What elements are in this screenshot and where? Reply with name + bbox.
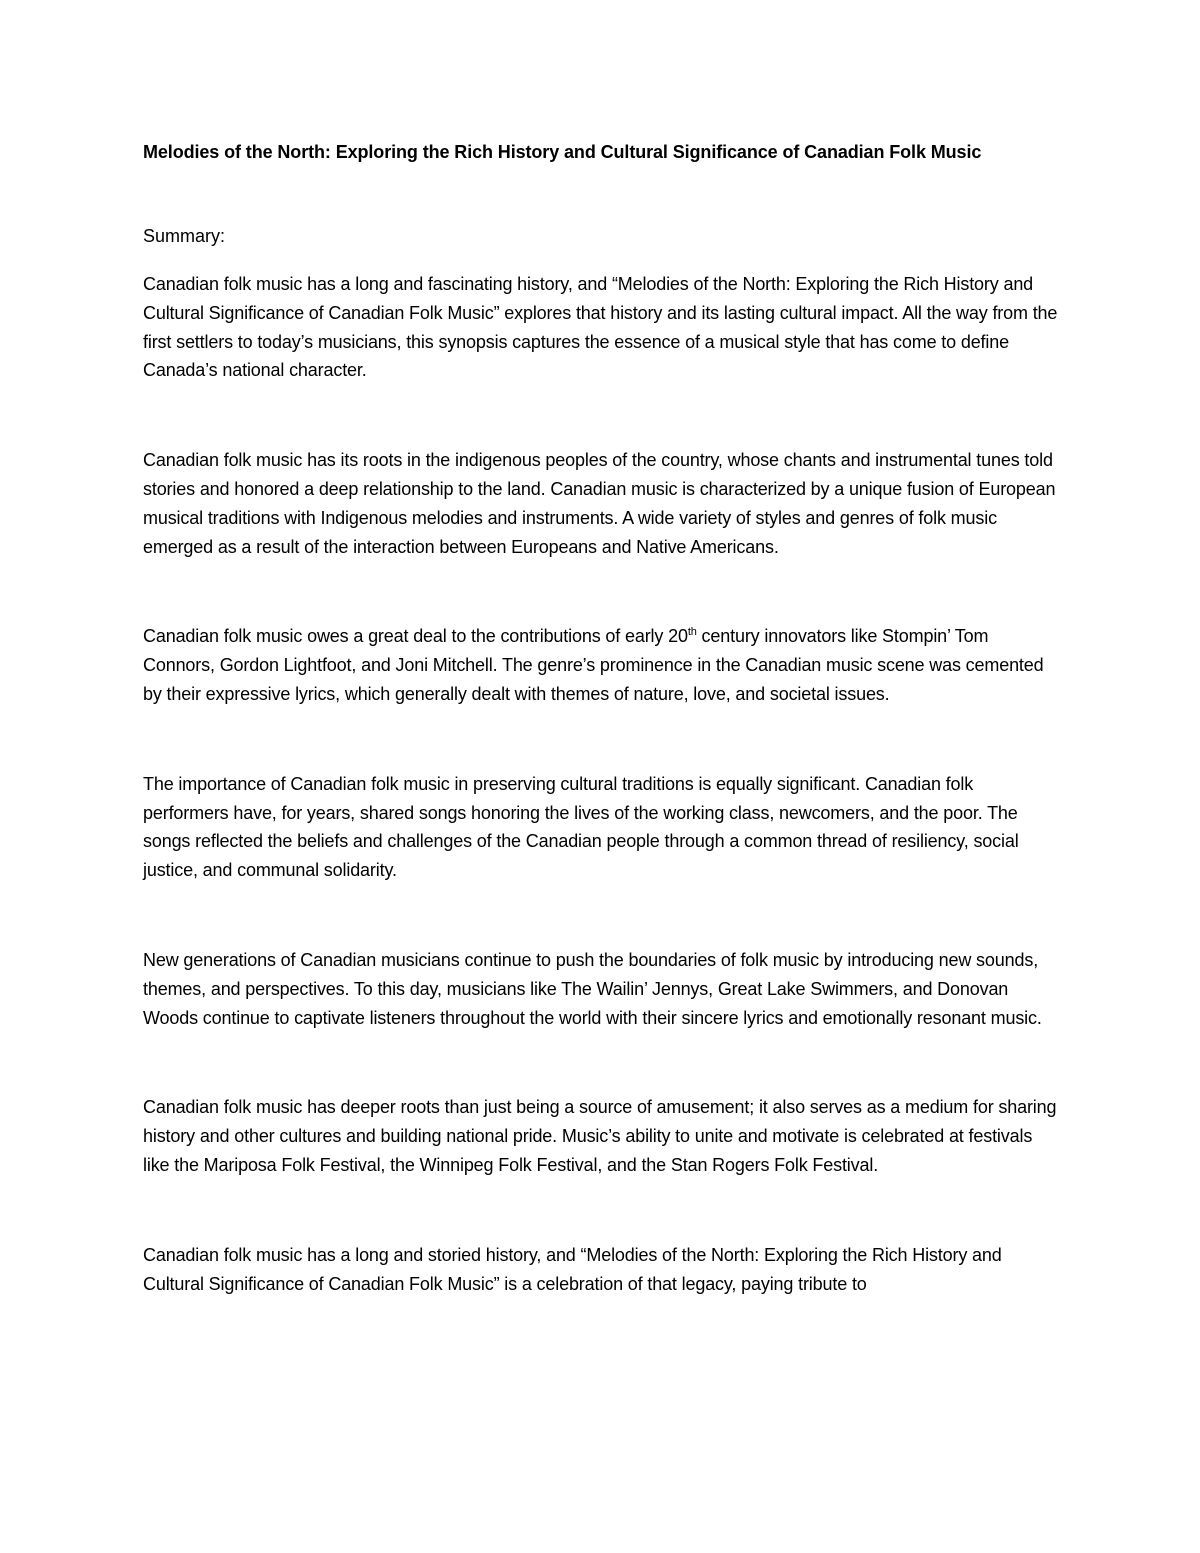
innovators-text-end: century innovators like Stompin’ Tom Connors, Gordon Lightfoot, and Joni Mitchell. The genre’s prominence in the Canadian music scene was cemented by their expressive lyrics, which generally dealt with themes of nature, love, and societal issues.: [143, 626, 1044, 704]
paragraph-roots: Canadian folk music has its roots in the indigenous peoples of the country, whose chants and instrumental tunes told stories and honored a deep relationship to the land. Canadian music is characterized by a unique fusion of European musical traditions with Indigenous melodies and instruments. A wide variety of styles and genres of folk music emerged as a result of the interaction between Europeans and Native Americans.: [143, 450, 1056, 557]
paragraph-intro: Canadian folk music has a long and fascinating history, and “Melodies of the North: Exploring the Rich History and Cultural Significance of Canadian Folk Music” explores that history and its lasting cultural impact. All the way from the first settlers to today’s musicians, this synopsis captures the essence of a musical style that has come to define Canada’s national character.: [143, 274, 1058, 381]
paragraph-festivals: Canadian folk music has deeper roots than just being a source of amusement; it also serves as a medium for sharing history and other cultures and building national pride. Music’s ability to unite and motivate is celebrated at festivals like the Mariposa Folk Festival, the Winnipeg Folk Festival, and the Stan Rogers Folk Festival.: [143, 1097, 1057, 1175]
summary-label: Summary:: [143, 226, 226, 246]
innovators-text-start: Canadian folk music owes a great deal to the contributions of early 20: [143, 626, 688, 647]
paragraph-traditions: The importance of Canadian folk music in preserving cultural traditions is equally significant. Canadian folk performers have, for years, shared songs honoring the lives of the working class, newcomers, and the poor. The songs reflected the beliefs and challenges of the Canadian people through a common thread of resiliency, social justice, and communal solidarity.: [143, 773, 1019, 881]
document-body: [143, 138, 1063, 1298]
paragraph-innovators: [143, 622, 1063, 708]
paragraph-conclusion: Canadian folk music has a long and storied history, and “Melodies of the North: Exploring the Rich History and Cultural Significance of Canadian Folk Music” is a celebration of that legacy, paying tribute to: [143, 1244, 1002, 1294]
paragraph-new-generations: New generations of Canadian musicians continue to push the boundaries of folk music by introducing new sounds, themes, and perspectives. To this day, musicians like The Wailin’ Jennys, Great Lake Swimmers, and Donovan Woods continue to captivate listeners throughout the world with their sincere lyrics and emotionally resonant music.: [143, 949, 1042, 1028]
document-title: Melodies of the North: Exploring the Rich History and Cultural Significance of Canadian Folk Music: [143, 142, 982, 162]
ordinal-suffix: th: [687, 626, 697, 639]
